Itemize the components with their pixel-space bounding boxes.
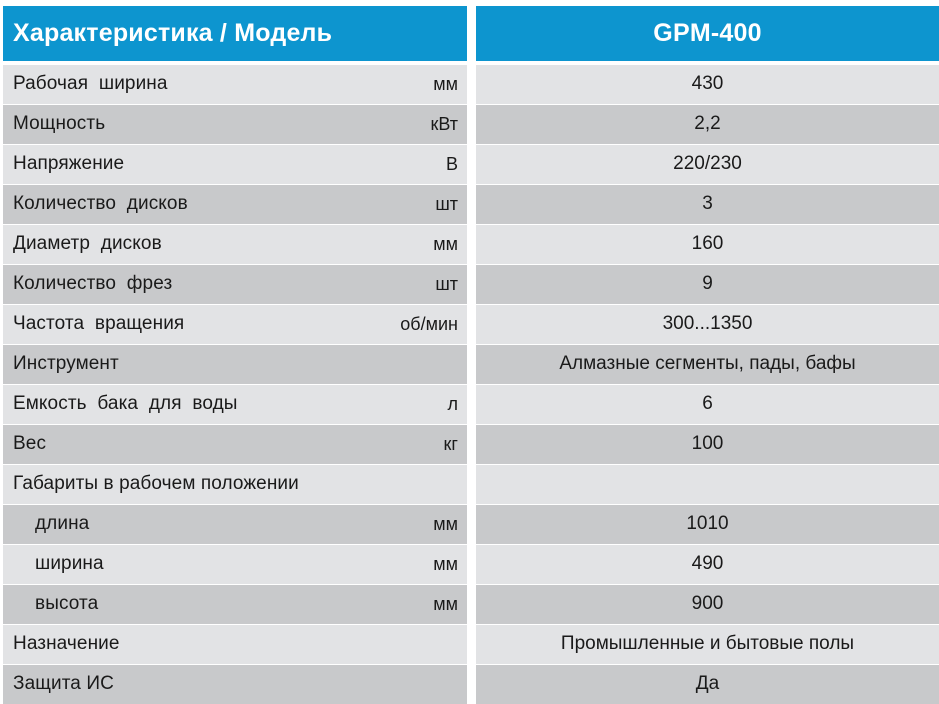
column-gutter	[467, 585, 476, 624]
header-model-label: GPM-400	[653, 18, 762, 47]
row-value-cell	[476, 505, 939, 544]
table-row	[3, 425, 939, 464]
table-row	[3, 345, 939, 384]
row-name: Мощность	[13, 113, 106, 135]
row-value-cell	[476, 305, 939, 344]
table-row	[3, 145, 939, 184]
row-unit: л	[447, 393, 458, 414]
row-name: Габариты в рабочем положении	[13, 473, 299, 495]
table-row	[3, 625, 939, 664]
row-value: Промышленные и бытовые полы	[560, 633, 855, 655]
row-name: Вес	[13, 433, 47, 455]
row-value: 220/230	[673, 153, 742, 175]
row-name: высота	[35, 593, 99, 615]
table-row	[3, 185, 939, 224]
row-value-cell	[476, 225, 939, 264]
row-name-cell	[3, 145, 467, 184]
column-gutter	[467, 145, 476, 184]
row-unit: мм	[433, 233, 458, 254]
row-value: 900	[691, 593, 724, 615]
row-name: Количество дисков	[13, 193, 188, 215]
row-value-cell	[476, 65, 939, 104]
row-value-cell	[476, 185, 939, 224]
column-gutter	[467, 465, 476, 504]
row-unit: кг	[443, 433, 458, 454]
header-characteristic-cell	[3, 6, 467, 61]
row-name-cell	[3, 425, 467, 464]
table-row	[3, 465, 939, 504]
row-unit: мм	[433, 513, 458, 534]
row-value-cell	[476, 625, 939, 664]
row-unit: мм	[433, 593, 458, 614]
row-value-cell	[476, 385, 939, 424]
column-gutter	[467, 385, 476, 424]
table-row	[3, 505, 939, 544]
column-gutter	[467, 105, 476, 144]
table-row	[3, 585, 939, 624]
row-name-cell	[3, 665, 467, 704]
row-name-cell	[3, 465, 467, 504]
row-name: Инструмент	[13, 353, 119, 375]
column-gutter	[467, 665, 476, 704]
header-characteristic-label: Характеристика / Модель	[13, 18, 333, 47]
column-gutter	[467, 545, 476, 584]
column-gutter	[467, 265, 476, 304]
row-value-cell	[476, 145, 939, 184]
row-value: Да	[695, 673, 720, 695]
column-gutter	[467, 65, 476, 104]
row-value-cell	[476, 105, 939, 144]
table-row	[3, 385, 939, 424]
row-name: Диаметр дисков	[13, 233, 162, 255]
row-name-cell	[3, 105, 467, 144]
row-value-cell	[476, 665, 939, 704]
row-value: 6	[702, 393, 713, 415]
table-row	[3, 545, 939, 584]
table-row	[3, 665, 939, 704]
row-name: Защита ИС	[13, 673, 114, 695]
row-name: Частота вращения	[13, 313, 185, 335]
header-model-cell	[476, 6, 939, 61]
row-value-cell	[476, 265, 939, 304]
row-value: Алмазные сегменты, пады, бафы	[559, 353, 856, 375]
row-value: 100	[691, 433, 724, 455]
column-gutter	[467, 505, 476, 544]
row-name-cell	[3, 545, 467, 584]
row-name-cell	[3, 65, 467, 104]
row-unit: мм	[433, 73, 458, 94]
column-gutter	[467, 625, 476, 664]
row-value: 1010	[686, 513, 729, 535]
row-value: 430	[691, 73, 724, 95]
row-name-cell	[3, 385, 467, 424]
row-unit: шт	[435, 273, 458, 294]
column-gutter	[467, 6, 476, 61]
row-unit: кВт	[430, 113, 458, 134]
row-value: 2,2	[694, 113, 721, 135]
row-value-cell	[476, 585, 939, 624]
table-body	[3, 65, 939, 704]
row-name: Емкость бака для воды	[13, 393, 238, 415]
table-row	[3, 225, 939, 264]
column-gutter	[467, 425, 476, 464]
row-name: Напряжение	[13, 153, 125, 175]
row-unit: В	[445, 153, 458, 174]
row-name-cell	[3, 345, 467, 384]
table-row	[3, 105, 939, 144]
row-name-cell	[3, 585, 467, 624]
row-unit: шт	[435, 193, 458, 214]
table-row	[3, 305, 939, 344]
row-name: длина	[35, 513, 90, 535]
row-value: 3	[702, 193, 713, 215]
row-value: 9	[702, 273, 713, 295]
row-value-cell	[476, 345, 939, 384]
table-header-row	[3, 6, 939, 61]
row-name-cell	[3, 225, 467, 264]
row-name-cell	[3, 305, 467, 344]
row-unit: об/мин	[400, 313, 458, 334]
row-name-cell	[3, 265, 467, 304]
row-name-cell	[3, 185, 467, 224]
row-value-cell	[476, 545, 939, 584]
column-gutter	[467, 225, 476, 264]
row-value-cell	[476, 465, 939, 504]
row-name: Количество фрез	[13, 273, 173, 295]
row-value: 160	[691, 233, 724, 255]
row-unit: мм	[433, 553, 458, 574]
row-value: 300...1350	[662, 313, 753, 335]
row-name: Рабочая ширина	[13, 73, 168, 95]
column-gutter	[467, 305, 476, 344]
row-name-cell	[3, 625, 467, 664]
column-gutter	[467, 185, 476, 224]
column-gutter	[467, 345, 476, 384]
row-value: 490	[691, 553, 724, 575]
row-name: Назначение	[13, 633, 120, 655]
table-row	[3, 265, 939, 304]
table-row	[3, 65, 939, 104]
row-value-cell	[476, 425, 939, 464]
row-name: ширина	[35, 553, 104, 575]
row-name-cell	[3, 505, 467, 544]
